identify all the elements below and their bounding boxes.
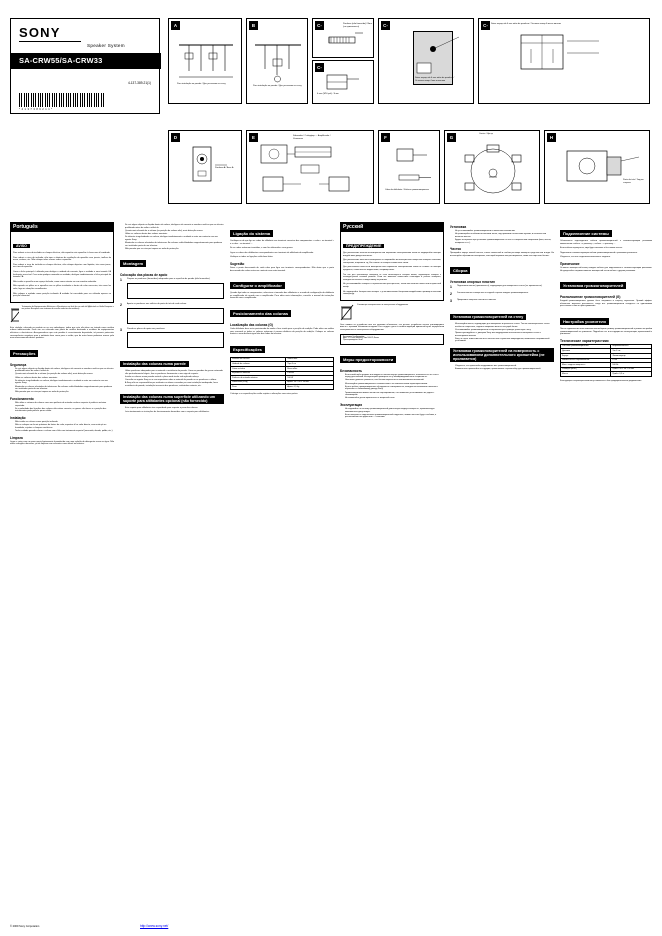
spec-value: Прибл. 0,5 кг [611, 372, 652, 377]
copyright-text: © 2009 Sony Corporation [10, 925, 40, 928]
manufacturer-line: Изготовитель: Сони Корпорейшн [343, 336, 365, 338]
bracket-notes-ru [455, 365, 554, 371]
spec-value: 100 Вт [611, 363, 652, 368]
warning-title-pt: AVISO [13, 244, 30, 248]
spec-label: Макс. входная мощность [561, 363, 611, 368]
list-item: • Если какой-либо предмет или жидкость попали внутрь громкоговорителя, отключите его от сети и перед дальнейшей эксплуатацией проверьте его у квалифицированного специалиста. [345, 374, 444, 379]
step-1-illustration [127, 283, 224, 299]
cleaning-text-pt: Limpe a caixa com um pano macio ligeiramente humedecido com uma solução de detergente suave ou água. Não utilize esfregões abrasivos, pó de limpeza nem solventes como álcool ou benzina. [10, 440, 114, 446]
spec-label: Система громкоговорителей [561, 344, 611, 349]
amp-title-ru: Настройка усилителя [560, 318, 609, 325]
list-item: • Não as coloque em locais próximos de fontes de calor, expostos à luz solar directa, com muito pó ou humidade, sujeitos a choques mecânicos. [15, 424, 114, 429]
list-item: • Не устанавливайте громкоговорители в наклонном положении. [455, 230, 554, 233]
installation-sub-pt: Instalação [10, 415, 26, 420]
column-russian-2 [450, 222, 554, 373]
position-title-pt: Posicionamento das colunas [230, 310, 291, 317]
step-number: 3 [450, 298, 452, 303]
spec-value: Gama total [286, 357, 334, 362]
figure-C3-detail-caption: Deixe espaço de 4 mm atrás do parafuso / Оставьте зазор 4 мм за винтом [491, 23, 561, 25]
model-number: SA-CRW55/SA-CRW33 [19, 56, 103, 65]
weee-block-ru [340, 304, 444, 322]
list-item: • Чем выше уровень громкости, тем больше вероятность возникновения искажений. [345, 379, 444, 382]
product-type-label: Speaker System [87, 43, 125, 48]
wallmount-title-pt: Instalação das colunas numa parede [120, 361, 189, 367]
warning-para: Para reduzir o risco de incêndio, não tape a abertura de ventilação do aparelho com jornais, toalhas de mesa, cortinas, etc. Não coloque velas acesas sobre o aparelho. [13, 256, 111, 262]
spec-label: Impedância nominal [231, 371, 286, 376]
packing-sub-pt: Colocação das placas de apoio [120, 273, 168, 278]
figure-A [168, 18, 242, 104]
spec-value: 8 Ом [611, 358, 652, 363]
figure-G [444, 130, 540, 204]
position-title-ru: Установка громкоговорителей [560, 282, 626, 289]
precautions-list-ru [345, 374, 444, 400]
list-item: • Не подавайте на систему громкоговорителей длительную входную мощность, превышающую максимально допустимую. [345, 408, 444, 413]
barcode-number: * 4 1 3 7 3 8 9 2 1 1 * [19, 108, 53, 111]
warning-para: Не подвергайте батареи или аппарат с установленными батареями воздействию чрезмерно высоких температур. [343, 290, 441, 296]
list-item: • Quanto mais elevado for o volume (na posição de volume alto), mais distorção ocorre. [125, 230, 224, 233]
list-item: • Не размещайте их вблизи источников тепла, под прямыми солнечными лучами, в пыльных или влажных местах. [455, 233, 554, 238]
list-item: • Tenha cuidado quando colocar a coluna num chão com tratamento especial (encerado, oleado, polido, etc.). [15, 430, 114, 433]
figure-tag-C2: C-2 [315, 63, 324, 72]
weee-text-pt: Este símbolo, colocado no produto ou na sua embalagem, indica que este não deve ser tratado como resíduo urbano indiferenciado. Deve sim ser colocado num ponto de recolha destinado a resíduos de equipamentos eléctricos e electrónicos. Assegurando-se que este produto é correctamente depositado, irá prevenir potenciais consequências negativas para o ambiente bem como para a saúde, que de outra forma poderiam ocorrer pelo mau manuseamento destes produtos. [10, 326, 114, 340]
figure-C3-caption: Deixe espaço de 4 mm atrás do parafuso / Оставьте зазор 4 мм за винтом [415, 77, 455, 82]
figure-tag-C3: C-3 [381, 21, 390, 30]
figure-E-caption: Subwoofer / Сабвуфер — Amplificador / Усилитель [293, 135, 331, 140]
step-text: Затяните винты в отверстия на задней стороне каждого громкоговорителя. [457, 291, 529, 294]
packing-title-ru: Сборка [450, 267, 470, 274]
weee-title-ru: Утилизация электрического и электронного оборудования [357, 303, 409, 306]
figure-B-drawing [247, 19, 309, 105]
connection-para: Обязательно подсоедините кабели громкоговорителей к соответствующим разъемам компонентов: кабель + к разъему +, кабель – к разъему –. [560, 240, 652, 245]
spec-footer-pt: O design e as especificações estão sujeitos a alterações sem aviso prévio. [230, 392, 298, 395]
list-item: • Устанавливайте громкоговорители на вертикальную и ровную усиленную стену. [455, 329, 554, 332]
list-item: • Не позволяйте детям прикасаться к защитной сетке. [345, 397, 444, 400]
safety-sub-pt: Segurança [10, 362, 27, 367]
spec-value: Aprox. 90 × 98 × 90 mm [286, 380, 334, 385]
weee-text-ru: Этот символ на устройстве или его упаковке обозначает, что данное устройство нельзя утилизировать вместе с прочими бытовыми отходами. Его следует сдать в соответствующий приемный пункт переработки электрического и электронного оборудования. [340, 323, 444, 331]
list-item: • Mantenha as colunas afastadas de televisores. As colunas estão blindadas magneticamente para poderem ser instaladas perto de um televisor. [15, 386, 114, 391]
spec-label: Peso [231, 385, 286, 390]
column-russian-3 [560, 222, 652, 384]
step-text: Прикрепите опорные пластины к винтам. [457, 298, 497, 301]
installation-list-pt [15, 421, 114, 433]
sony-logo: SONY [19, 25, 61, 40]
title-block [10, 18, 160, 114]
step-3-pt [120, 328, 224, 351]
spec-label: Dimensões (l/a/p) [231, 380, 286, 385]
spec-value: Тип 6 см [611, 349, 652, 354]
tip-text-pt: Deixe a ponta descarnada de cada cabo para ligar aos terminais correspondentes. Não deixe que a parte descarnada dos cabos entre em contacto com outro terminal. [230, 266, 334, 272]
figure-G-drawing [445, 131, 541, 205]
figure-C3 [378, 18, 474, 104]
installation-list-ru [455, 230, 554, 244]
operation-list-ru [345, 408, 444, 419]
manufacturer-box [340, 334, 444, 345]
figure-E-drawing [247, 131, 375, 205]
connection-para: Se os cabos estiverem invertidos, o som fica distorcido e sem graves. [230, 247, 294, 250]
spec-value: Aprox. 0,5 kg [286, 385, 334, 390]
connection-para: Verifique se todas as ligações estão bem feitas. [230, 256, 274, 259]
warning-para: Для уменьшения опасности возгорания не закрывайте вентиляционное отверстие аппарата газетами, скатертями, шторами и т.д. Не ставьте на аппарат зажженные свечи. [343, 259, 441, 264]
list-item: • Используйте винты, подходящие для материала и прочности стены. Так как гипсокартонные стены особенно непрочные, надежно закрепите винты в несущей балке. [455, 323, 554, 328]
manufacturer-line: Адрес: 1-7-1 Конан, Минато-ку, Токио 108-0075, Япония [343, 338, 379, 340]
step-number: 2 [450, 291, 452, 296]
weee-bin-icon [340, 304, 354, 322]
figure-tag-F: F [381, 133, 390, 142]
document-code: 4-137-389-21(1) [127, 81, 151, 85]
language-header-russian: Русский [340, 222, 444, 231]
model-bar [11, 53, 161, 69]
step-text: Подготовьте винты (прилагаются), подходящие для поверхности стены (не прилагаются). [457, 285, 543, 288]
list-item: • Se detectar irregularidades na coluna, desligue imediatamente a unidade e entre em contacto com um agente Sony. [15, 380, 114, 385]
extra-notes-pt [125, 224, 224, 250]
wallmount-notes-pt [125, 370, 224, 387]
weee-block-pt [10, 306, 114, 324]
weee-bin-icon [10, 306, 19, 324]
list-item: • Se detectar irregularidades na coluna, desligue imediatamente a unidade e entre em contacto com um agente Sony. [125, 236, 224, 241]
figure-tag-E: E [249, 133, 258, 142]
spec-title-ru: Технические характеристики [560, 338, 609, 343]
figure-B-caption: Para instalação na parede / Для установки на стену [253, 85, 302, 87]
list-item: • Quanto mais elevado for o volume (na posição de volume alto), mais distorção ocorre. [15, 373, 114, 376]
figure-F [378, 130, 440, 204]
step-2-pt [120, 303, 224, 326]
bracket-title-ru: Установка громкоговорителей на поверхность с использованием дополнительного кронштейна (не прилагается) [450, 348, 554, 362]
note-title-ru: Примечание [560, 261, 580, 266]
spec-value: Tipo 6 cm [286, 362, 334, 367]
step-text: Aperte os parafusos nos orifícios da parte de trás de cada coluna. [127, 302, 187, 305]
warning-para: Para reduzir o risco de incêndio ou choque eléctrico, não coloque objectos com líquidos, tais como jarras, em cima do aparelho. [13, 263, 111, 269]
figure-tag-H: H [547, 133, 556, 142]
figure-C3-detail [478, 18, 650, 104]
step-text: Prepare os parafusos (fornecidos) adequados para a superfície de parede (não fornecidos). [127, 278, 211, 281]
wallmount-title-ru: Установка громкоговорителей на стену [450, 314, 526, 320]
packing-title-pt: Montagem [120, 260, 146, 267]
step-2-illustration [127, 308, 224, 324]
figure-H-caption: Parte de trás / Задняя сторона [623, 179, 644, 184]
spec-value: Фазоинвертор [611, 353, 652, 358]
spec-table-ru [560, 344, 652, 377]
figure-C1 [312, 18, 374, 58]
wallmount-notes-ru [455, 323, 554, 343]
list-item: • Não permita que as crianças toquem na rede de protecção. [15, 391, 114, 394]
figure-tag-C1: C-1 [315, 21, 324, 30]
warning-para: Для уменьшения опасности возгорания или поражения электрическим током не ставьте на аппарат предметы, наполненные жидкостями, например вазы. [343, 266, 441, 271]
figure-C1-caption: Parafuso (não fornecido) / Винт (не прилагается) [343, 23, 373, 28]
spec-label: Номинальное сопротивление [561, 358, 611, 363]
spec-label: Масса [561, 372, 611, 377]
operation-sub-ru: Эксплуатация [340, 402, 363, 407]
weee-title-pt: Tratamento de Equipamentos Eléctricos e Electrónicos no final da sua vida útil (Aplicável na União Europeia e em países Europeus com sistemas de recolha selectiva de resíduos) [21, 305, 114, 311]
cleaning-text-ru: Протирайте корпус мягкой тканью, слегка смоченной в слабом растворе моющего средства или в воде. Не используйте абразивные материалы, чистящий порошок или растворители, такие как спирт или бензин. [450, 252, 554, 257]
step-number: 3 [120, 327, 122, 332]
spec-value: Широкополосная [611, 344, 652, 349]
warning-title-ru: ПРЕДУПРЕЖДЕНИЕ [343, 244, 384, 248]
list-item: • Проконсультируйтесь с дилером Sony или подрядчиком относительно материала стены и используемых винтов. [455, 332, 554, 337]
step-1-pt [120, 278, 224, 301]
figure-tag-B: B [249, 21, 258, 30]
warning-para: Не устанавливайте аппарат в ограниченном пространстве, таком как книжная полка или встроенный шкаф. [343, 283, 441, 288]
figure-A-drawing [169, 19, 243, 105]
figure-tag-D: D [171, 133, 180, 142]
step-3-illustration [127, 332, 224, 348]
precautions-title-ru: Меры предосторожности [340, 356, 396, 363]
list-item: • Внимательно прочитайте инструкции, прилагаемые к кронштейну для громкоговорителей. [455, 368, 554, 371]
step-3-ru [450, 299, 554, 304]
position-sub-pt: Localização das colunas (G) [230, 322, 273, 327]
figure-D [168, 130, 242, 204]
list-item: • Se cair algum objecto ou líquido dentro da coluna, desligue-a da corrente e mande-a verificar por um técnico qualificado antes de voltar a utilizá-la. [125, 224, 224, 229]
step-number: 1 [450, 285, 452, 290]
list-item: • A Sony não se responsabiliza por acidentes ou danos causados por uma instalação inadequada, fraca resistência da parede, instalação incorrecta dos parafusos, catástrofes naturais, etc. [125, 382, 224, 387]
connection-para: Certifique-se de que liga os cabos de altifalante aos terminais correctos dos componentes: o cabo + ao terminal + e o cabo – ao terminal –. [230, 240, 334, 245]
figure-G-caption: Centro / Центр [479, 133, 493, 135]
warning-para: Como a ficha principal é utilizada para desligar a unidade da corrente, ligue a unidade a uma tomada CA facilmente acessível. Caso note qualquer anomalia na unidade, desligue imediatamente a ficha principal da tomada CA. [13, 270, 111, 279]
spec-label: Unidade de colunas [231, 362, 286, 367]
figure-E [246, 130, 374, 204]
figure-tag-G: G [447, 133, 456, 142]
bracket-title-pt: Instalação das colunas numa superfície utilizando um suporte para altifalantes opcional (não fornecido) [120, 394, 224, 404]
position-sub-ru: Расположение громкоговорителей (G) [560, 295, 621, 300]
column-portuguese-1 [10, 222, 114, 448]
spec-value: Bass reflex [286, 366, 334, 371]
figure-C2-caption: 4 mm (3/16 pol.) / 4 мм [317, 93, 339, 95]
spec-footer-ru: Конструкция и характеристики могут изменяться без предварительного уведомления. [560, 379, 642, 382]
amp-title-pt: Configurar o amplificador [230, 282, 285, 289]
step-text: Prenda as placas de apoio aos parafusos. [127, 327, 166, 330]
list-item: • Если в работе громкоговорителя обнаружатся неисправности, немедленно выключите питание и обратитесь к ближайшему дилеру Sony. [345, 386, 444, 391]
step-1-ru [450, 285, 554, 290]
list-item: • Consulte um agente Sony ou o seu empreiteiro sobre o material da parede ou os parafusos a utilizar. [125, 379, 224, 382]
warning-para: Para reduzir o risco de incêndio ou choque eléctrico, não exponha este aparelho à chuva nem à humidade. [13, 252, 111, 254]
figure-H-drawing [545, 131, 651, 205]
list-item: • Mantenha as colunas afastadas de televisores. As colunas estão blindadas magneticamente para poderem ser instaladas perto de um televisor. [125, 242, 224, 247]
list-item: • Não utilize o sistema de colunas com uma potência de entrada contínua superior à potência máxima suportada. [15, 402, 114, 407]
figure-F-drawing [379, 131, 441, 205]
column-russian-1 [340, 222, 444, 421]
step-number: 2 [120, 302, 122, 307]
figure-C3-drawing [379, 19, 475, 105]
spec-table-pt [230, 357, 334, 390]
spec-value: 8 ohms [286, 371, 334, 376]
position-text-pt: Cada altifalante deve estar posicionado de modo a ficar virado para a posição de audição. Pode obter um melhor som surround se todas as colunas estiverem à mesma distância da posição de audição. Coloque as colunas frontais a uma distância igual dos dois lados do televisor. [230, 327, 334, 336]
spec-title-pt: Especificações [230, 346, 265, 353]
figure-D-caption: Parafuso A / Винт A [215, 167, 234, 169]
packing-sub-ru: Установка опорных пластин [450, 280, 495, 285]
spec-value: Прибл. 90 × 98 × 90 мм [611, 367, 652, 372]
warning-para: Так как для отключения аппарата от сети используется сетевая вилка, подключите аппарат к легкодоступной сетевой розетке. Если вы заметите какие-либо неполадки в работе аппарата, немедленно выньте сетевую вилку из розетки. [343, 273, 441, 281]
figure-C3-detail-drawing [479, 19, 651, 105]
warning-para: Для уменьшения опасности возгорания или поражения электрическим током не подвергайте аппарат воздействию дождя или влаги. [343, 252, 441, 257]
bracket-notes-pt [125, 407, 224, 413]
list-item: • Se a polaridade das ligações das colunas não estiver correcta, os graves são fracos e a posição dos instrumentos pode parecer pouco nítida. [15, 408, 114, 413]
list-item: • Não permita que as crianças toquem na rede de protecção. [125, 248, 224, 251]
precautions-list-pt [15, 368, 114, 394]
cleaning-sub-pt: Limpeza [10, 435, 23, 440]
safety-sub-ru: Безопасность [340, 368, 363, 373]
figure-C2 [312, 60, 374, 104]
list-item: • Если полярность подключения громкоговорителей нарушена, низкие частоты будут слабыми, а расположение инструментов — нечетким. [345, 414, 444, 419]
list-item: • Leia atentamente as instruções de funcionamento fornecidas com o suporte para altifalantes. [125, 411, 224, 414]
list-item: • Utilize as colunas dentro dos valores nominais. [15, 377, 114, 380]
list-item: • Não instale as colunas numa posição inclinada. [15, 421, 114, 424]
column-portuguese-3 [230, 222, 334, 397]
spec-label: Sistema de colunas [231, 357, 286, 362]
step-number: 1 [120, 278, 122, 283]
spec-label: Potência de entrada máxima [231, 376, 286, 381]
spec-value: 100 W [286, 376, 334, 381]
spec-label: Корпус [561, 353, 611, 358]
table-row [231, 385, 334, 390]
spec-label: Динамик [561, 349, 611, 354]
list-item: • Используйте громкоговорители в соответствии с их номинальными характеристиками. [345, 383, 444, 386]
connection-title-pt: Ligação do sistema [230, 230, 273, 237]
operation-list-pt [15, 402, 114, 413]
warning-box-pt [10, 231, 114, 303]
list-item: • Este suporte para altifalantes tem capacidade para suportar o peso das colunas. [125, 407, 224, 410]
step-2-ru [450, 292, 554, 297]
list-item: • Будьте осторожны при установке громкоговорителя на пол со специальным покрытием (воск, масло, полироль и т.п.). [455, 239, 554, 244]
figure-C2-drawing [313, 61, 375, 105]
amp-text-ru: После подключения всех компонентов выберите размер громкоговорителей и режим настройки громкоговорителей на усилителе. Подробнее см. в инструкции по эксплуатации, прилагаемой к усилителю. [560, 327, 652, 336]
figure-H [544, 130, 650, 204]
note-text-ru: Оставьте зачищенный конец каждого кабеля для подключения к соответствующим разъемам. Не допускайте соприкосновения зачищенной части кабеля с другим разъемом. [560, 266, 652, 272]
precautions-title-pt: Precauções [10, 350, 38, 357]
list-item: • Громкоговорители имеют магнитное экранирование, что позволяет устанавливать их рядом с телевизором. [345, 392, 444, 397]
warning-para: Não instale o aparelho num espaço fechado, como numa estante ou num armário embutido. [13, 280, 97, 283]
position-text-ru: Каждый громкоговоритель должен быть направлен в сторону слушателя. Лучший эффект объемного звучания достигается, когда все громкоговорители находятся на одинаковом расстоянии от места прослушивания. [560, 300, 652, 308]
logo-underline [19, 41, 81, 42]
list-item: • Sony не несет ответственности за несчастные случаи или повреждения, вызванные неправильной установкой. [455, 338, 554, 343]
figure-tag-A: A [171, 21, 180, 30]
figure-B [246, 18, 308, 104]
amp-text-pt: Quando liga todos os componentes, seleccione o tamanho dos altifalantes e o modo de configuração do altifalante no amplificador de acordo com o amplificador. Para obter mais informações, consulte o manual de instruções fornecido com o amplificador. [230, 292, 334, 300]
warning-para: Não exponha as pilhas ou o aparelho com as pilhas instaladas a fontes de calor excessivo, tais como luz solar, fogo ou situações semelhantes. [13, 285, 111, 290]
table-row [561, 372, 652, 377]
list-item: • Se cair algum objecto ou líquido dentro da coluna, desligue-a da corrente e mande-a verificar por um técnico qualificado antes de voltar a utilizá-la. [15, 368, 114, 373]
tip-title-pt: Sugestão [230, 261, 245, 266]
list-item: • Убедитесь, что кронштейн выдерживает вес громкоговорителей. [455, 365, 554, 368]
spec-label: Размеры (ш/в/г) [561, 367, 611, 372]
installation-sub-ru: Установка [450, 225, 467, 229]
warning-para: Não coloque a unidade numa posição inclinada. A unidade foi concebida para ser utilizada apenas na posição horizontal. [13, 292, 111, 298]
connection-para: Подключите соответствующие кабели громкоговорителей к разъемам усилителя. [560, 251, 638, 254]
list-item: • Utilize parafusos adequados para o material e resistência da parede. Como as paredes de gesso cartonado são particularmente frágeis, fixe os parafusos firmemente a uma viga de suporte. [125, 370, 224, 375]
connection-para: Убедитесь, что все соединения выполнены надежно. [560, 256, 611, 259]
spec-label: Caixa acústica [231, 366, 286, 371]
operation-sub-pt: Funcionamento [10, 397, 34, 401]
connection-para: Если кабели перепутаны, звук будет искажен и без низких частот. [560, 247, 623, 250]
warning-box-ru [340, 231, 444, 301]
language-header-portuguese: Português [10, 222, 114, 231]
connection-para: Ligue os cabos dos altifalantes correspondentes aos terminais de altifalante do amplificador. [230, 251, 314, 254]
figure-F-caption: Cabo de altifalante / Кабель громкоговорителя [385, 189, 429, 191]
barcode-image [19, 93, 105, 107]
sony-url-link[interactable]: http://www.sony.net/ [140, 924, 169, 928]
column-portuguese-2 [120, 222, 224, 415]
figure-tag-C3-detail: C-3 [481, 21, 490, 30]
list-item: • Instale as colunas numa parede vertical e plana onde tenha sido aplicado reforço. [125, 376, 224, 379]
list-item: • Utilize as colunas dentro dos valores nominais. [125, 233, 224, 236]
cleaning-sub-ru: Чистка [450, 247, 461, 252]
figure-A-caption: Para instalação na parede / Для установки на стену [177, 83, 226, 85]
connection-title-ru: Подключение системы [560, 230, 612, 237]
manufacturer-line: Страна-производитель: Китай [343, 339, 363, 341]
